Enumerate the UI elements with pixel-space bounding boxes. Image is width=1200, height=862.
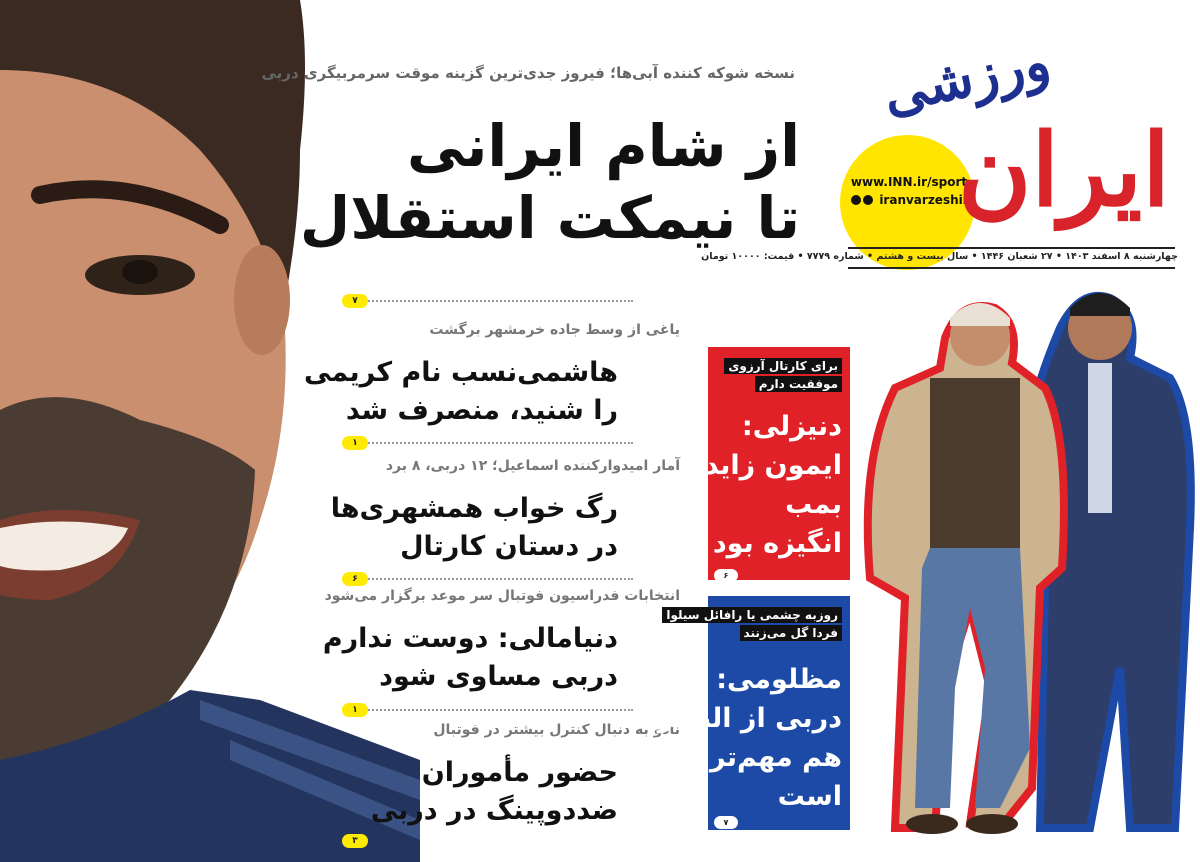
social-handle-text: iranvarzeshii [879,193,967,207]
blue-box-headline-line: است [777,781,842,812]
red-box-kicker-line2: موفقیت دارم [755,376,842,392]
page-ref-badge[interactable]: ۶ [342,572,368,586]
red-box-kicker-line1: برای کارتال آرزوی [724,358,842,374]
story-headline-line2: در دستان کارتال [400,531,618,562]
story-headline[interactable] [304,354,618,430]
story-headline-line1: حضور مأموران [421,757,618,788]
story-headline[interactable] [330,754,618,830]
red-box-headline [704,407,842,563]
lead-kicker: نسخه شوکه کننده آبی‌ها؛ فیروز جدی‌ترین گزینه موقت سرمربیگری دربی [261,64,795,82]
blue-box-headline-line: مظلومی: [716,664,842,695]
page-ref-badge[interactable]: ۱ [342,436,368,450]
story-headline[interactable] [330,490,618,566]
divider [345,709,633,711]
divider [345,442,633,444]
divider [345,300,633,302]
page-ref-badge[interactable]: ۱ [342,703,368,717]
blue-box-kicker-line1: روزبه چشمی یا رافائل سیلوا [662,607,842,623]
story-headline-line2: را شنید، منصرف شد [345,395,618,426]
logo-varzeshi: ورزشی [876,28,1055,126]
blue-box-headline [657,660,842,816]
story-headline-line2: دربی مساوی شود [379,661,618,692]
page-ref-badge[interactable]: ۳ [342,834,368,848]
story-headline-line1: رگ خواب همشهری‌ها [330,493,618,524]
story-kicker: آمار امیدوارکننده اسماعیل؛ ۱۲ دربی، ۸ برد [385,458,680,474]
page-ref-badge[interactable]: ۷ [714,816,738,829]
lead-headline-line2: تا نیمکت استقلال [299,184,800,252]
masthead [840,25,1170,260]
blue-box-kicker-line2: فردا گل می‌زنند [740,625,842,641]
red-box-headline-line: بمب [785,489,842,520]
story-headline[interactable] [322,620,618,696]
dateline: چهارشنبه ۸ اسفند ۱۴۰۳ • ۲۷ شعبان ۱۴۴۶ • سال بیست و هشتم • شماره ۷۷۷۹ • قیمت: ۱۰۰۰۰ تومان [701,251,1178,262]
page-ref-badge[interactable]: ۶ [714,569,738,582]
story-kicker: نادو به دنبال کنترل بیشتر در فوتبال [433,722,680,738]
divider [345,578,633,580]
red-box-headline-line: ایمون زاید [704,450,842,481]
page-ref-badge[interactable]: ۷ [342,294,368,308]
story-headline-line1: هاشمی‌نسب نام کریمی [304,357,618,388]
logo-iran: ایران [957,111,1170,229]
story-kicker: یاغی از وسط جاده خرمشهر برگشت [429,322,680,338]
red-feature-box[interactable] [704,347,850,580]
lead-headline-line1: از شام ایرانی [406,112,800,180]
blue-box-headline-line: دربی از النصر [657,703,842,734]
red-box-kicker [712,357,842,393]
blue-feature-box[interactable] [657,596,850,830]
social-handle[interactable] [846,193,972,207]
website-link[interactable]: www.INN.ir/sport [850,175,968,189]
red-box-headline-line: انگیزه بود [712,528,842,559]
story-headline-line1: دنیامالی: دوست ندارم [322,623,618,654]
story-headline-line2: ضددوپینگ در دربی [370,795,618,826]
blue-box-kicker [666,606,842,642]
lead-headline[interactable] [299,110,800,254]
masthead-rule [848,247,1175,249]
instagram-icon [851,195,861,205]
telegram-icon [863,195,873,205]
blue-box-headline-line: هم مهم‌تر [710,742,842,773]
red-box-headline-line: دنیزلی: [741,411,842,442]
story-kicker: انتخابات فدراسیون فوتبال سر موعد برگزار می‌شود [324,588,680,604]
